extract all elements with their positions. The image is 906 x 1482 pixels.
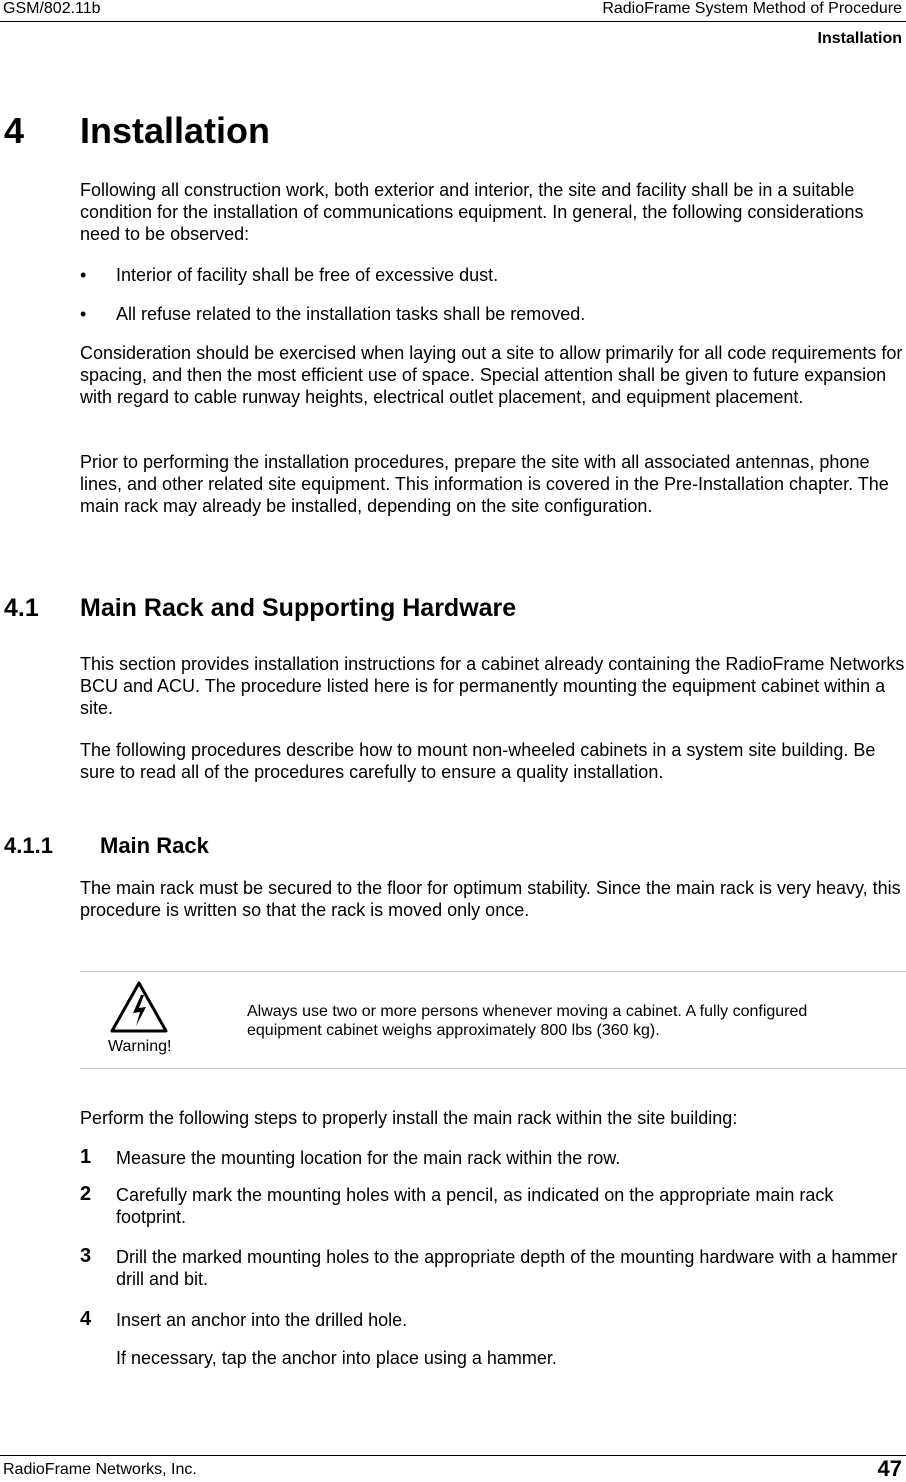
header-rule [0, 21, 906, 22]
bullet-glyph: • [80, 265, 87, 285]
paragraph: The main rack must be secured to the floor for optimum stability. Since the main rack is very heavy, this procedure is written so that the rack is moved only once. [80, 878, 901, 920]
chapter-number: 4 [4, 110, 25, 151]
section-heading [4, 594, 516, 623]
step-text: Carefully mark the mounting holes with a pencil, as indicated on the appropriate main rack footprint. [116, 1185, 834, 1227]
chapter-title: Installation [80, 110, 271, 151]
high-voltage-warning-icon [109, 980, 169, 1034]
step-number: 2 [80, 1183, 92, 1205]
steps-intro: Perform the following steps to properly install the main rack within the site building: [80, 1108, 738, 1128]
warning-bottom-rule [80, 1068, 906, 1069]
paragraph: Consideration should be exercised when laying out a site to allow primarily for all code requirements for spacing, and then the most efficient use of space. Special attention shall be given to future expansion with regard to cable runway heights, electrical outlet placement, and equipment placement. [80, 343, 903, 407]
step-text: Insert an anchor into the drilled hole. [116, 1310, 408, 1330]
chapter-intro: Following all construction work, both exterior and interior, the site and facility shall be in a suitable condition for the installation of communications equipment. In general, the following considerations need to be observed: [80, 180, 864, 244]
header-section-name: Installation [817, 30, 902, 47]
step-note: If necessary, tap the anchor into place using a hammer. [116, 1348, 557, 1368]
section-number: 4.1 [4, 594, 39, 622]
footer-rule [0, 1455, 906, 1456]
subsection-number: 4.1.1 [4, 833, 53, 858]
header-doc-title: RadioFrame System Method of Procedure [602, 0, 902, 17]
step-number: 3 [80, 1245, 92, 1267]
subsection-title: Main Rack [100, 833, 209, 858]
paragraph: Prior to performing the installation procedures, prepare the site with all associated antennas, phone lines, and other related site equipment. This information is covered in the Pre-Installation chapter. The main rack may already be installed, depending on the site configuration. [80, 452, 889, 516]
step-text: Measure the mounting location for the main rack within the row. [116, 1148, 621, 1168]
warning-top-rule [80, 971, 906, 972]
bullet-glyph: • [80, 304, 87, 324]
paragraph: The following procedures describe how to mount non-wheeled cabinets in a system site building. Be sure to read all of the procedures carefully to ensure a quality installation. [80, 740, 876, 782]
warning-label: Warning! [108, 1038, 172, 1055]
step-number: 4 [80, 1308, 92, 1330]
subsection-heading [4, 833, 209, 859]
paragraph: This section provides installation instructions for a cabinet already containing the RadioFrame Networks BCU and ACU. The procedure listed here is for permanently mounting the equipment cabinet within a site. [80, 654, 905, 718]
header-doc-id: GSM/802.11b [3, 0, 101, 17]
step-text: Drill the marked mounting holes to the appropriate depth of the mounting hardware with a hammer drill and bit. [116, 1247, 898, 1289]
section-title: Main Rack and Supporting Hardware [80, 594, 517, 622]
footer-company: RadioFrame Networks, Inc. [3, 1461, 197, 1478]
warning-text: Always use two or more persons whenever moving a cabinet. A fully configured equipment cabinet weighs approximately 800 lbs (360 kg). [247, 1003, 808, 1039]
chapter-heading [4, 110, 270, 152]
list-item-text: All refuse related to the installation tasks shall be removed. [116, 304, 586, 324]
step-number: 1 [80, 1146, 92, 1168]
list-item-text: Interior of facility shall be free of excessive dust. [116, 265, 499, 285]
page-number: 47 [877, 1456, 902, 1481]
